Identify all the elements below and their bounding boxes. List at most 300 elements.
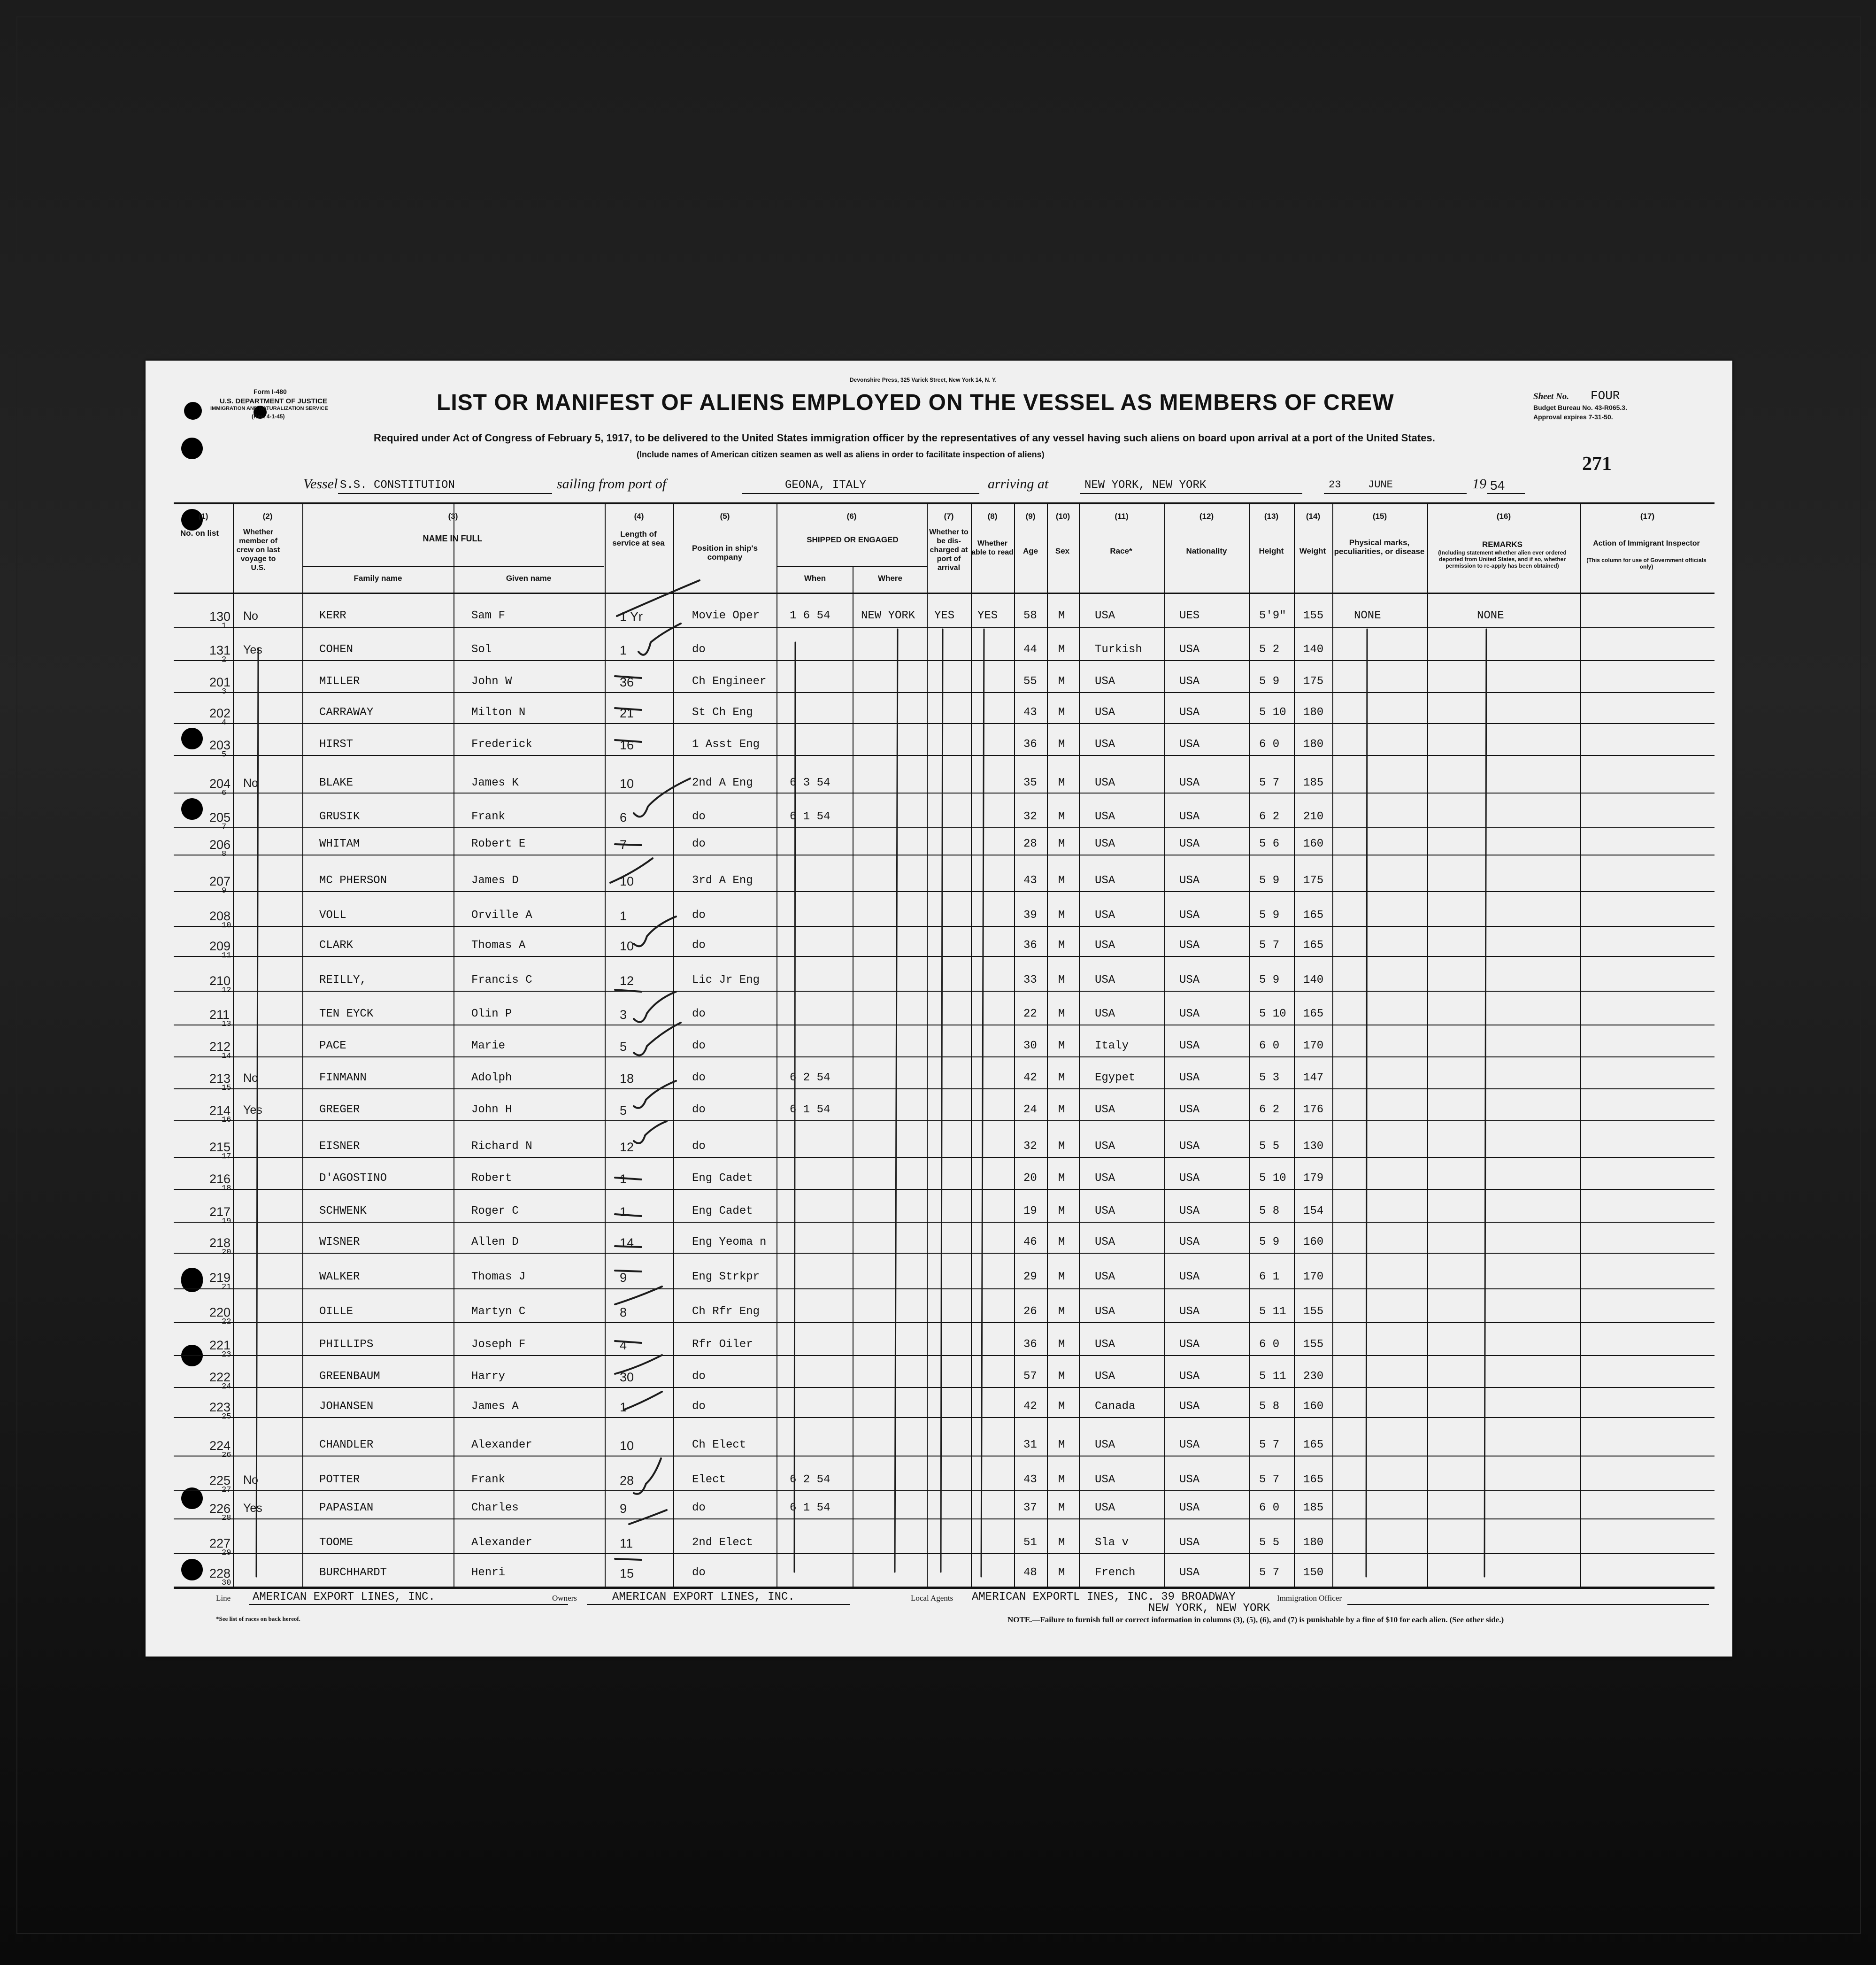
cell-nationality: USA bbox=[1179, 1305, 1200, 1318]
cell-line-number: 14 bbox=[222, 1052, 231, 1061]
cell-weight: 147 bbox=[1303, 1071, 1324, 1084]
header-inspector-note: (This column for use of Government officials only) bbox=[1586, 557, 1707, 570]
cell-nationality: USA bbox=[1179, 838, 1200, 850]
cell-family: VOLL bbox=[319, 909, 346, 922]
cell-age: 35 bbox=[1023, 777, 1037, 789]
cell-position: do bbox=[692, 810, 706, 823]
cell-given: James D bbox=[471, 874, 519, 887]
header-list-no: No. on list bbox=[180, 529, 219, 538]
footer-line-label: Line bbox=[216, 1594, 231, 1603]
sheet-label: Sheet No. bbox=[1533, 392, 1569, 401]
cell-position: Rfr Oiler bbox=[692, 1338, 753, 1351]
cell-sex: M bbox=[1058, 1140, 1065, 1153]
cell-given: Allen D bbox=[471, 1236, 519, 1248]
cell-age: 26 bbox=[1023, 1305, 1037, 1318]
cell-family: CARRAWAY bbox=[319, 706, 374, 719]
cell-read: YES bbox=[977, 609, 998, 622]
cell-line-number: 28 bbox=[222, 1514, 231, 1523]
cell-position: Lic Jr Eng bbox=[692, 974, 760, 986]
cell-service: 30 bbox=[620, 1370, 634, 1384]
printer-imprint: Devonshire Press, 325 Varick Street, New York 14, N. Y. bbox=[850, 377, 997, 383]
footer-owners-label: Owners bbox=[552, 1594, 577, 1603]
cell-service: 1 bbox=[620, 909, 627, 923]
cell-list: 213 bbox=[209, 1071, 231, 1086]
cell-age: 36 bbox=[1023, 1338, 1037, 1351]
cell-family: POTTER bbox=[319, 1473, 360, 1486]
cell-nationality: USA bbox=[1179, 1338, 1200, 1351]
cell-family: SCHWENK bbox=[319, 1205, 367, 1218]
cell-age: 36 bbox=[1023, 738, 1037, 751]
cell-line-number: 23 bbox=[222, 1350, 231, 1359]
cell-height: 5 10 bbox=[1259, 1172, 1286, 1185]
cell-race: USA bbox=[1095, 1008, 1115, 1020]
cell-given: James K bbox=[471, 777, 519, 789]
cell-when: 6 1 54 bbox=[790, 1502, 830, 1514]
cell-line-number: 25 bbox=[222, 1412, 231, 1421]
cell-family: TEN EYCK bbox=[319, 1008, 374, 1020]
cell-line-number: 17 bbox=[222, 1152, 231, 1161]
cell-line-number: 24 bbox=[222, 1382, 231, 1391]
cell-given: Thomas A bbox=[471, 939, 526, 952]
cell-list: 220 bbox=[209, 1305, 231, 1319]
cell-race: Canada bbox=[1095, 1400, 1136, 1413]
cell-nationality: USA bbox=[1179, 777, 1200, 789]
cell-sex: M bbox=[1058, 1205, 1065, 1218]
budget-bureau: Budget Bureau No. 43-R065.3. bbox=[1533, 404, 1627, 411]
header-given-name: Given name bbox=[506, 574, 552, 583]
cell-weight: 185 bbox=[1303, 777, 1324, 789]
cell-weight: 130 bbox=[1303, 1140, 1324, 1153]
cell-race: USA bbox=[1095, 738, 1115, 751]
approval-expiry: Approval expires 7-31-50. bbox=[1533, 413, 1613, 421]
cell-age: 43 bbox=[1023, 874, 1037, 887]
cell-line-number: 30 bbox=[222, 1579, 231, 1587]
cell-weight: 185 bbox=[1303, 1502, 1324, 1514]
handwritten-marks bbox=[146, 361, 1732, 1657]
cell-height: 5 10 bbox=[1259, 706, 1286, 719]
cell-weight: 165 bbox=[1303, 1008, 1324, 1020]
cell-list: 226 bbox=[209, 1502, 231, 1516]
cell-age: 33 bbox=[1023, 974, 1037, 986]
cell-nationality: USA bbox=[1179, 874, 1200, 887]
cell-prev: No bbox=[243, 1473, 258, 1487]
cell-weight: 175 bbox=[1303, 874, 1324, 887]
header-weight: Weight bbox=[1299, 547, 1326, 555]
column-number: (14) bbox=[1306, 512, 1321, 521]
cell-race: Italy bbox=[1095, 1040, 1129, 1052]
year-suffix: 54 bbox=[1490, 478, 1505, 493]
cell-position: St Ch Eng bbox=[692, 706, 753, 719]
cell-service: 1 Yr bbox=[620, 609, 643, 624]
column-number: (7) bbox=[944, 512, 954, 521]
cell-height: 6 0 bbox=[1259, 1338, 1280, 1351]
cell-when: 6 1 54 bbox=[790, 810, 830, 823]
cell-height: 5 5 bbox=[1259, 1536, 1280, 1549]
races-note: *See list of races on back hereof. bbox=[216, 1615, 300, 1622]
sailing-label: sailing from port of bbox=[557, 476, 667, 492]
cell-sex: M bbox=[1058, 1071, 1065, 1084]
cell-given: Sam F bbox=[471, 609, 506, 622]
cell-service: 10 bbox=[620, 1439, 634, 1453]
cell-family: KERR bbox=[319, 609, 346, 622]
cell-sex: M bbox=[1058, 1566, 1065, 1579]
cell-race: Sla v bbox=[1095, 1536, 1129, 1549]
cell-given: John W bbox=[471, 675, 512, 688]
cell-service: 5 bbox=[620, 1040, 627, 1054]
cell-list: 227 bbox=[209, 1536, 231, 1550]
cell-age: 43 bbox=[1023, 706, 1037, 719]
cell-weight: 160 bbox=[1303, 838, 1324, 850]
cell-race: USA bbox=[1095, 1140, 1115, 1153]
cell-sex: M bbox=[1058, 1502, 1065, 1514]
cell-height: 6 1 bbox=[1259, 1271, 1280, 1283]
cell-position: Elect bbox=[692, 1473, 726, 1486]
cell-line-number: 15 bbox=[222, 1084, 231, 1093]
cell-family: GRUSIK bbox=[319, 810, 360, 823]
cell-given: Adolph bbox=[471, 1071, 512, 1084]
cell-age: 37 bbox=[1023, 1502, 1037, 1514]
footer-agents-city: NEW YORK, NEW YORK bbox=[1148, 1602, 1270, 1615]
cell-family: MC PHERSON bbox=[319, 874, 387, 887]
cell-service: 28 bbox=[620, 1473, 634, 1487]
cell-list: 222 bbox=[209, 1370, 231, 1384]
cell-age: 44 bbox=[1023, 643, 1037, 656]
cell-given: Olin P bbox=[471, 1008, 512, 1020]
cell-when: 6 1 54 bbox=[790, 1103, 830, 1116]
cell-position: Eng Cadet bbox=[692, 1172, 753, 1185]
column-number: (10) bbox=[1055, 512, 1070, 521]
cell-position: do bbox=[692, 939, 706, 952]
cell-line-number: 1 bbox=[222, 622, 227, 631]
cell-given: Richard N bbox=[471, 1140, 532, 1153]
manifest-document bbox=[146, 361, 1732, 1657]
cell-position: do bbox=[692, 1071, 706, 1084]
cell-line-number: 11 bbox=[222, 951, 231, 960]
cell-line-number: 2 bbox=[222, 655, 227, 664]
cell-nationality: USA bbox=[1179, 675, 1200, 688]
cell-height: 5 10 bbox=[1259, 1008, 1286, 1020]
cell-given: John H bbox=[471, 1103, 512, 1116]
cell-age: 32 bbox=[1023, 810, 1037, 823]
cell-service: 6 bbox=[620, 810, 627, 825]
cell-height: 6 2 bbox=[1259, 1103, 1280, 1116]
cell-position: do bbox=[692, 838, 706, 850]
cell-race: USA bbox=[1095, 1502, 1115, 1514]
cell-weight: 210 bbox=[1303, 810, 1324, 823]
cell-position: do bbox=[692, 1566, 706, 1579]
cell-sex: M bbox=[1058, 1103, 1065, 1116]
cell-weight: 180 bbox=[1303, 706, 1324, 719]
cell-prev: No bbox=[243, 609, 258, 623]
cell-sex: M bbox=[1058, 1536, 1065, 1549]
header-service-length: Length of service at sea bbox=[612, 530, 665, 547]
column-number: (8) bbox=[987, 512, 998, 521]
cell-family: CLARK bbox=[319, 939, 354, 952]
cell-race: Egypet bbox=[1095, 1071, 1136, 1084]
cell-family: BLAKE bbox=[319, 777, 354, 789]
form-revision: (Rev. 4-1-45) bbox=[252, 413, 285, 420]
cell-nationality: USA bbox=[1179, 1103, 1200, 1116]
cell-age: 42 bbox=[1023, 1071, 1037, 1084]
cell-line-number: 20 bbox=[222, 1248, 231, 1257]
cell-height: 5 3 bbox=[1259, 1071, 1280, 1084]
cell-list: 219 bbox=[209, 1271, 231, 1285]
cell-nationality: USA bbox=[1179, 1040, 1200, 1052]
cell-line-number: 3 bbox=[222, 687, 227, 696]
column-number: (4) bbox=[634, 512, 644, 521]
cell-given: Martyn C bbox=[471, 1305, 526, 1318]
cell-family: WALKER bbox=[319, 1271, 360, 1283]
header-position: Position in ship's company bbox=[692, 544, 758, 562]
cell-list: 217 bbox=[209, 1205, 231, 1219]
cell-list: 209 bbox=[209, 939, 231, 953]
cell-service: 10 bbox=[620, 777, 634, 791]
cell-position: do bbox=[692, 1008, 706, 1020]
cell-race: USA bbox=[1095, 706, 1115, 719]
footer-line-value: AMERICAN EXPORT LINES, INC. bbox=[253, 1591, 435, 1603]
cell-given: Charles bbox=[471, 1502, 519, 1514]
cell-age: 46 bbox=[1023, 1236, 1037, 1248]
cell-position: Movie Oper bbox=[692, 609, 760, 622]
cell-race: USA bbox=[1095, 1103, 1115, 1116]
cell-when: 6 2 54 bbox=[790, 1071, 830, 1084]
cell-position: Eng Yeoma n bbox=[692, 1236, 767, 1248]
cell-list: 221 bbox=[209, 1338, 231, 1352]
cell-list: 206 bbox=[209, 838, 231, 852]
cell-given: Alexander bbox=[471, 1439, 532, 1451]
header-where: Where bbox=[878, 574, 902, 583]
cell-height: 5 7 bbox=[1259, 777, 1280, 789]
cell-sex: M bbox=[1058, 1305, 1065, 1318]
cell-age: 22 bbox=[1023, 1008, 1037, 1020]
cell-sex: M bbox=[1058, 643, 1065, 656]
cell-age: 31 bbox=[1023, 1439, 1037, 1451]
cell-race: USA bbox=[1095, 909, 1115, 922]
cell-sex: M bbox=[1058, 1040, 1065, 1052]
cell-position: do bbox=[692, 1370, 706, 1383]
cell-service: 10 bbox=[620, 874, 634, 888]
sailing-port: GEONA, ITALY bbox=[785, 479, 866, 492]
cell-sex: M bbox=[1058, 974, 1065, 986]
cell-weight: 179 bbox=[1303, 1172, 1324, 1185]
cell-line-number: 13 bbox=[222, 1020, 231, 1029]
cell-height: 5 7 bbox=[1259, 1439, 1280, 1451]
cell-race: USA bbox=[1095, 810, 1115, 823]
cell-given: Marie bbox=[471, 1040, 506, 1052]
cell-height: 6 0 bbox=[1259, 738, 1280, 751]
cell-race: USA bbox=[1095, 609, 1115, 622]
cell-list: 205 bbox=[209, 810, 231, 825]
cell-age: 39 bbox=[1023, 909, 1037, 922]
cell-service: 12 bbox=[620, 974, 634, 988]
cell-given: Roger C bbox=[471, 1205, 519, 1218]
header-inspector-action: Action of Immigrant Inspector bbox=[1593, 539, 1700, 547]
cell-line-number: 18 bbox=[222, 1184, 231, 1193]
sheet-number: FOUR bbox=[1591, 389, 1620, 403]
cell-sex: M bbox=[1058, 838, 1065, 850]
cell-line-number: 27 bbox=[222, 1486, 231, 1495]
cell-family: FINMANN bbox=[319, 1071, 367, 1084]
cell-height: 5 9 bbox=[1259, 874, 1280, 887]
form-number: Form I-480 bbox=[254, 388, 287, 395]
cell-service: 11 bbox=[620, 1536, 633, 1550]
cell-weight: 150 bbox=[1303, 1566, 1324, 1579]
cell-list: 210 bbox=[209, 974, 231, 988]
cell-race: USA bbox=[1095, 1205, 1115, 1218]
check-mark bbox=[638, 624, 681, 655]
cell-given: Joseph F bbox=[471, 1338, 526, 1351]
arrival-port: NEW YORK, NEW YORK bbox=[1084, 479, 1207, 492]
cell-family: JOHANSEN bbox=[319, 1400, 374, 1413]
cell-age: 19 bbox=[1023, 1205, 1037, 1218]
cell-nationality: USA bbox=[1179, 706, 1200, 719]
cell-list: 130 bbox=[209, 609, 231, 624]
cell-weight: 165 bbox=[1303, 1439, 1324, 1451]
cell-list: 203 bbox=[209, 738, 231, 752]
cell-nationality: USA bbox=[1179, 1566, 1200, 1579]
cell-race: USA bbox=[1095, 1338, 1115, 1351]
cell-race: French bbox=[1095, 1566, 1136, 1579]
cell-service: 18 bbox=[620, 1071, 634, 1086]
cell-height: 5'9" bbox=[1259, 609, 1286, 622]
cell-height: 5 11 bbox=[1259, 1305, 1286, 1318]
cell-sex: M bbox=[1058, 810, 1065, 823]
cell-family: PACE bbox=[319, 1040, 346, 1052]
cell-sex: M bbox=[1058, 1172, 1065, 1185]
cell-list: 224 bbox=[209, 1439, 231, 1453]
cell-nationality: USA bbox=[1179, 974, 1200, 986]
cell-nationality: USA bbox=[1179, 909, 1200, 922]
cell-line-number: 16 bbox=[222, 1116, 231, 1125]
cell-position: 2nd Elect bbox=[692, 1536, 753, 1549]
cell-position: do bbox=[692, 1040, 706, 1052]
header-discharged: Whether to be dis-charged at port of arrival bbox=[929, 528, 969, 572]
cell-service: 1 bbox=[620, 1400, 627, 1414]
cell-nationality: USA bbox=[1179, 1008, 1200, 1020]
cell-line-number: 12 bbox=[222, 986, 231, 995]
cell-race: USA bbox=[1095, 1236, 1115, 1248]
cell-age: 32 bbox=[1023, 1140, 1037, 1153]
cell-height: 5 8 bbox=[1259, 1400, 1280, 1413]
cell-height: 5 9 bbox=[1259, 974, 1280, 986]
cell-weight: 170 bbox=[1303, 1271, 1324, 1283]
cell-sex: M bbox=[1058, 939, 1065, 952]
cell-line-number: 6 bbox=[222, 789, 227, 798]
cell-when: 1 6 54 bbox=[790, 609, 830, 622]
cell-family: TOOME bbox=[319, 1536, 354, 1549]
cell-sex: M bbox=[1058, 609, 1065, 622]
cell-family: GREENBAUM bbox=[319, 1370, 380, 1383]
cell-when: 6 3 54 bbox=[790, 777, 830, 789]
cell-height: 5 8 bbox=[1259, 1205, 1280, 1218]
cell-race: USA bbox=[1095, 675, 1115, 688]
cell-service: 3 bbox=[620, 1008, 627, 1022]
header-sex: Sex bbox=[1055, 547, 1070, 555]
footer-officer-label: Immigration Officer bbox=[1277, 1594, 1342, 1603]
cell-service: 7 bbox=[620, 838, 627, 852]
cell-list: 202 bbox=[209, 706, 231, 720]
cell-given: Orville A bbox=[471, 909, 532, 922]
cell-list: 201 bbox=[209, 675, 231, 689]
cell-weight: 155 bbox=[1303, 609, 1324, 622]
check-mark bbox=[617, 580, 700, 616]
cell-weight: 170 bbox=[1303, 1040, 1324, 1052]
cell-nationality: UES bbox=[1179, 609, 1200, 622]
cell-race: USA bbox=[1095, 1172, 1115, 1185]
cell-sex: M bbox=[1058, 777, 1065, 789]
cell-family: PAPASIAN bbox=[319, 1502, 374, 1514]
cell-position: do bbox=[692, 1502, 706, 1514]
cell-list: 211 bbox=[209, 1008, 230, 1022]
cell-height: 6 2 bbox=[1259, 810, 1280, 823]
cell-remarks: NONE bbox=[1477, 609, 1504, 622]
cell-sex: M bbox=[1058, 706, 1065, 719]
cell-given: James A bbox=[471, 1400, 519, 1413]
arriving-label: arriving at bbox=[988, 476, 1049, 492]
cell-service: 5 bbox=[620, 1103, 627, 1117]
column-number: (17) bbox=[1640, 512, 1655, 521]
header-name: NAME IN FULL bbox=[423, 534, 483, 543]
cell-line-number: 9 bbox=[222, 886, 227, 895]
cell-position: 3rd A Eng bbox=[692, 874, 753, 887]
cell-sex: M bbox=[1058, 874, 1065, 887]
cell-position: Eng Strkpr bbox=[692, 1271, 760, 1283]
cell-nationality: USA bbox=[1179, 1536, 1200, 1549]
cell-weight: 180 bbox=[1303, 738, 1324, 751]
cell-service: 1 bbox=[620, 643, 627, 657]
cell-position: 1 Asst Eng bbox=[692, 738, 760, 751]
cell-age: 57 bbox=[1023, 1370, 1037, 1383]
cell-line-number: 19 bbox=[222, 1217, 231, 1226]
page-subtitle-note: (Include names of American citizen seamen as well as aliens in order to facilitate inspection of aliens) bbox=[637, 450, 1045, 459]
cell-weight: 230 bbox=[1303, 1370, 1324, 1383]
cell-weight: 160 bbox=[1303, 1236, 1324, 1248]
cell-when: 6 2 54 bbox=[790, 1473, 830, 1486]
cell-age: 24 bbox=[1023, 1103, 1037, 1116]
cell-family: D'AGOSTINO bbox=[319, 1172, 387, 1185]
cell-position: 2nd A Eng bbox=[692, 777, 753, 789]
column-number: (1) bbox=[198, 512, 208, 521]
cell-position: do bbox=[692, 643, 706, 656]
cell-service: 14 bbox=[620, 1236, 634, 1250]
cell-list: 131 bbox=[209, 643, 231, 657]
cell-list: 216 bbox=[209, 1172, 231, 1186]
cell-where: NEW YORK bbox=[861, 609, 915, 622]
cell-height: 5 9 bbox=[1259, 1236, 1280, 1248]
cell-age: 43 bbox=[1023, 1473, 1037, 1486]
cell-given: Frederick bbox=[471, 738, 532, 751]
cell-list: 212 bbox=[209, 1040, 231, 1054]
cell-family: CHANDLER bbox=[319, 1439, 374, 1451]
footer-agents-value: AMERICAN EXPORTL INES, INC. 39 BROADWAY bbox=[972, 1591, 1236, 1603]
cell-family: OILLE bbox=[319, 1305, 354, 1318]
cell-prev: Yes bbox=[243, 643, 262, 656]
year-prefix: 19 bbox=[1472, 476, 1486, 492]
cell-given: Milton N bbox=[471, 706, 526, 719]
cell-discharged: YES bbox=[934, 609, 955, 622]
cell-list: 218 bbox=[209, 1236, 231, 1250]
cell-family: WHITAM bbox=[319, 838, 360, 850]
cell-line-number: 10 bbox=[222, 921, 231, 930]
cell-line-number: 21 bbox=[222, 1283, 231, 1292]
cell-given: Harry bbox=[471, 1370, 506, 1383]
cell-marks: NONE bbox=[1354, 609, 1381, 622]
page-subtitle: Required under Act of Congress of February 5, 1917, to be delivered to the United States immigration officer by the representatives of any vessel having such aliens on board upon arrival at a port of the United States. bbox=[374, 432, 1435, 444]
cell-age: 28 bbox=[1023, 838, 1037, 850]
cell-line-number: 26 bbox=[222, 1451, 231, 1460]
cell-service: 10 bbox=[620, 939, 634, 953]
cell-prev: Yes bbox=[243, 1502, 262, 1515]
